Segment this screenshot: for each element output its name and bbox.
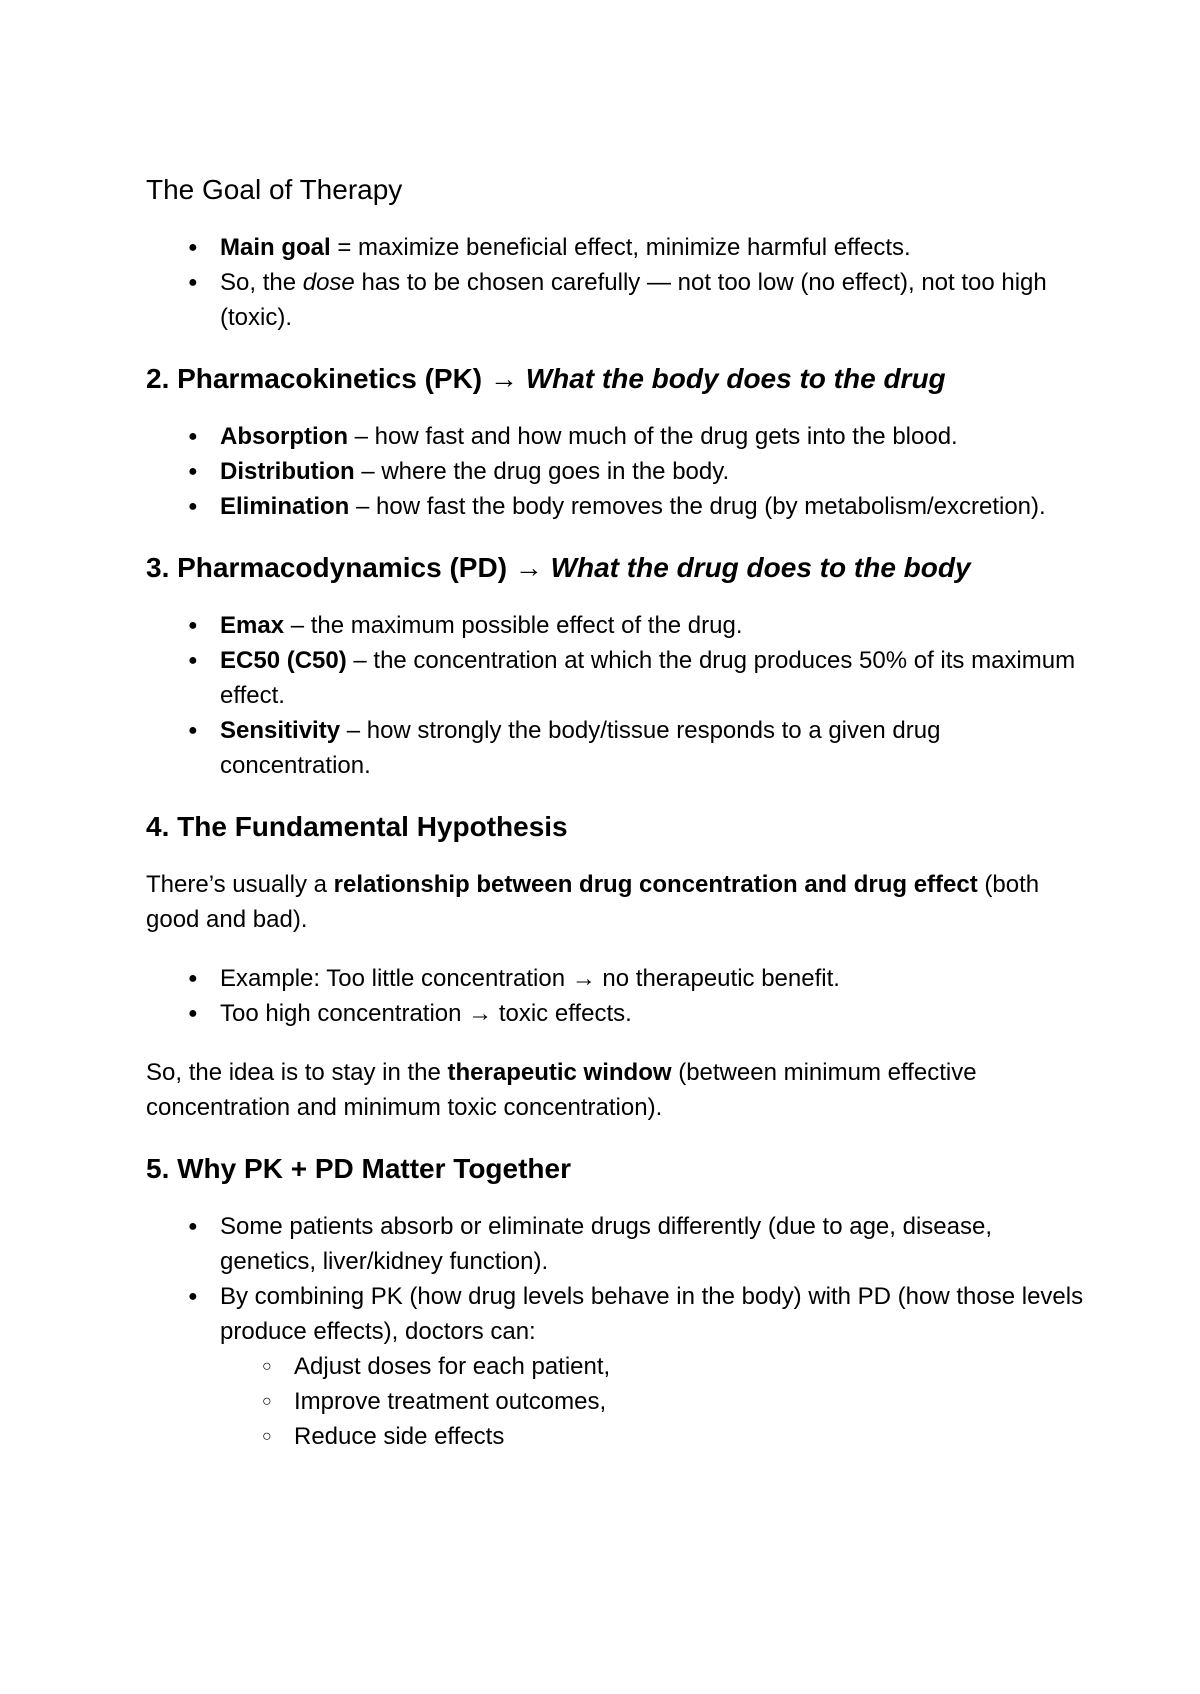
bullet-icon: ● (188, 498, 198, 515)
list-item: ● By combining PK (how drug levels behave in the body) with PD (how those levels produce effects), doctors can: ○ Adjust doses for each patient, ○ Improve treatment outcomes, ○ Reduce side effects (146, 1279, 1086, 1454)
hypothesis-intro: There’s usually a relationship between drug concentration and drug effect (both good and bad). (146, 871, 1040, 933)
heading-why-pk-pd: 5. Why PK + PD Matter Together (146, 1153, 571, 1184)
list-item: ● Example: Too little concentration → no therapeutic benefit. (146, 961, 1086, 996)
bullet-icon: ● (188, 1005, 198, 1022)
bullet-icon: ● (188, 617, 198, 634)
bullet-icon: ● (188, 652, 198, 669)
list-item: ● Elimination – how fast the body removes the drug (by metabolism/excretion). (146, 489, 1086, 524)
bullet-icon: ● (188, 970, 198, 987)
sub-list-item: ○ Reduce side effects (220, 1419, 1086, 1454)
list-item: ● Distribution – where the drug goes in the body. (146, 454, 1086, 489)
pkpd-list (146, 1209, 1086, 1454)
bullet-icon: ● (188, 463, 198, 480)
document-page (146, 172, 1086, 1454)
pd-list (146, 608, 1086, 783)
circle-bullet-icon: ○ (262, 1428, 272, 1445)
list-item: ● So, the dose has to be chosen carefully — not too low (no effect), not too high (toxic). (146, 265, 1086, 335)
heading-pharmacodynamics: 3. Pharmacodynamics (PD) → What the drug does to the body (146, 552, 971, 583)
goal-list (146, 230, 1086, 335)
list-item: ● Sensitivity – how strongly the body/tissue responds to a given drug concentration. (146, 713, 1086, 783)
list-item: ● Main goal = maximize beneficial effect, minimize harmful effects. (146, 230, 1086, 265)
heading-fundamental-hypothesis: 4. The Fundamental Hypothesis (146, 811, 568, 842)
sub-list-item: ○ Adjust doses for each patient, (220, 1349, 1086, 1384)
bullet-icon: ● (188, 274, 198, 291)
hypothesis-outro: So, the idea is to stay in the therapeutic window (between minimum effective concentration and minimum toxic concentration). (146, 1059, 977, 1121)
heading-goal-of-therapy: The Goal of Therapy (146, 174, 403, 205)
list-item: ● Emax – the maximum possible effect of the drug. (146, 608, 1086, 643)
doctor-actions-list (220, 1349, 1086, 1454)
pk-list (146, 419, 1086, 524)
bullet-icon: ● (188, 1288, 198, 1305)
sub-list-item: ○ Improve treatment outcomes, (220, 1384, 1086, 1419)
bullet-icon: ● (188, 1218, 198, 1235)
list-item: ● EC50 (C50) – the concentration at which the drug produces 50% of its maximum effect. (146, 643, 1086, 713)
circle-bullet-icon: ○ (262, 1358, 272, 1375)
heading-pharmacokinetics: 2. Pharmacokinetics (PK) → What the body does to the drug (146, 363, 946, 394)
bullet-icon: ● (188, 239, 198, 256)
circle-bullet-icon: ○ (262, 1393, 272, 1410)
list-item: ● Some patients absorb or eliminate drugs differently (due to age, disease, genetics, liver/kidney function). (146, 1209, 1086, 1279)
bullet-icon: ● (188, 722, 198, 739)
list-item: ● Too high concentration → toxic effects. (146, 996, 1086, 1031)
bullet-icon: ● (188, 428, 198, 445)
list-item: ● Absorption – how fast and how much of the drug gets into the blood. (146, 419, 1086, 454)
hypothesis-list (146, 961, 1086, 1031)
